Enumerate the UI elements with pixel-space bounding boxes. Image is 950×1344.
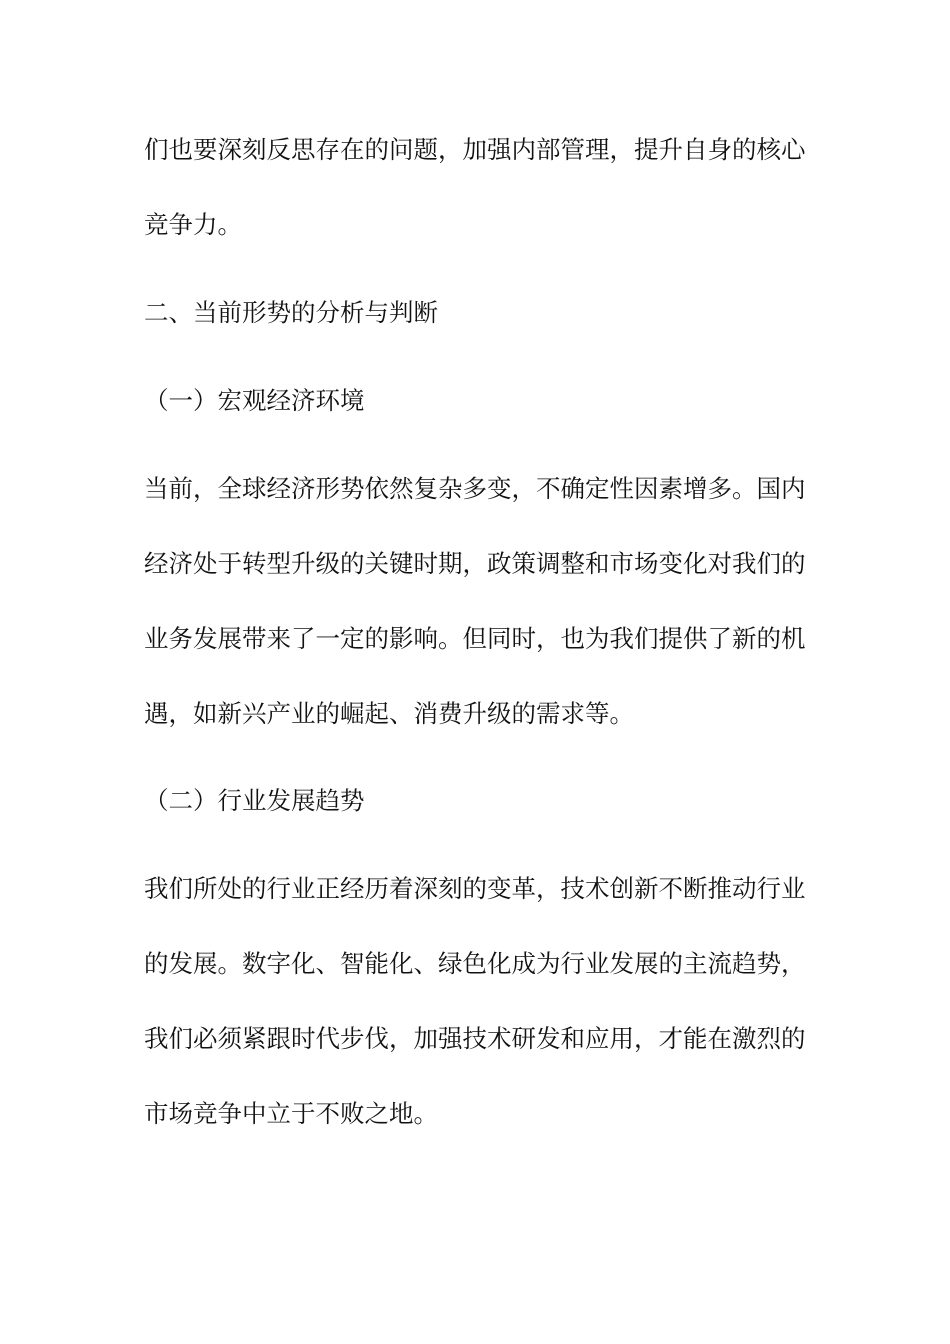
paragraph-line: 当前，全球经济形势依然复杂多变，不确定性因素增多。国内 (144, 474, 806, 503)
paragraph-line: 遇，如新兴产业的崛起、消费升级的需求等。 (144, 699, 634, 728)
paragraph-line: 竞争力。 (144, 210, 242, 239)
paragraph-line: 我们所处的行业正经历着深刻的变革，技术创新不断推动行业 (144, 874, 806, 903)
paragraph-line: 经济处于转型升级的关键时期，政策调整和市场变化对我们的 (144, 549, 806, 578)
section-heading: 二、当前形势的分析与判断 (144, 298, 438, 327)
paragraph-line: 的发展。数字化、智能化、绿色化成为行业发展的主流趋势， (144, 949, 806, 978)
subsection-heading: （二）行业发展趋势 (144, 786, 365, 815)
paragraph-line: 市场竞争中立于不败之地。 (144, 1099, 438, 1128)
paragraph-line: 们也要深刻反思存在的问题，加强内部管理，提升自身的核心 (144, 135, 806, 164)
subsection-heading: （一）宏观经济环境 (144, 386, 365, 415)
paragraph-line: 我们必须紧跟时代步伐，加强技术研发和应用，才能在激烈的 (144, 1024, 806, 1053)
paragraph-line: 业务发展带来了一定的影响。但同时，也为我们提供了新的机 (144, 624, 806, 653)
